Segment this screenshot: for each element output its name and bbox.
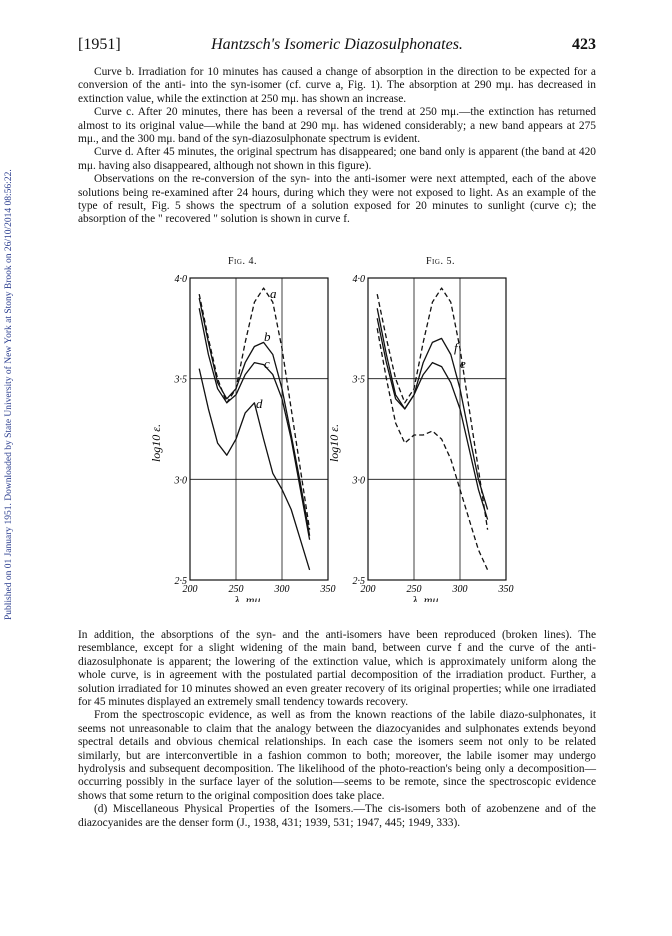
body-text-bottom (78, 629, 596, 830)
fig5-ytick: 2·5 (352, 576, 365, 587)
download-notice: Published on 01 January 1951. Downloaded by State University of New York at Stony Brook on 26/10/2014 08:56:22. (4, 169, 14, 620)
fig5-xtick: 200 (360, 584, 376, 595)
body-text-top (78, 66, 596, 227)
fig4-xtick: 200 (182, 584, 198, 595)
fig4-curve-label: c (264, 356, 270, 371)
fig4-frame (190, 278, 328, 580)
fig4-curve-label: d (256, 396, 263, 411)
fig5-xtick: 250 (406, 584, 422, 595)
fig5-frame (368, 278, 506, 580)
page-number: 423 (572, 36, 596, 53)
fig4-ytick: 3·5 (174, 374, 187, 386)
paragraph: (d) Miscellaneous Physical Properties of the Isomers.—The cis-isomers both of azobenzene and of the diazocyanides are the denser form (J., 1938, 431; 1939, 531; 1947, 445; 1949, 333). (78, 803, 596, 829)
fig4-ytick: 3·0 (174, 475, 187, 487)
paragraph: Curve d. After 45 minutes, the original spectrum has disappeared; one band only is apparent (the band at 420 mμ. having also disappeared, although not shown in this figure). (78, 146, 596, 172)
fig4-ylabel: log10 ε. (149, 423, 163, 463)
fig5-series-dashed-0 (377, 288, 487, 530)
fig5-caption: Fig. 5. (426, 256, 455, 267)
paragraph: In addition, the absorptions of the syn- and the anti-isomers have been reproduced (broken lines). The resemblance, except for a slight widening of the main band, between curve f and the curve of the anti-diazosulphonate is apparent; the lowering of the extinction value, which is approximately uniform along the whole curve, is in agreement with the postulated partial decomposition of the irradiation product. Further, a solution irradiated for 10 minutes showed an even greater recovery of its original properties; while one irradiated for 45 minutes displayed an extremely small tendency towards recovery. (78, 629, 596, 709)
fig4-xtick: 250 (228, 584, 244, 595)
fig4-xlabel: λ, mμ. (234, 593, 264, 602)
fig5-curve-label: e (460, 356, 466, 371)
fig5-ytick: 3·0 (352, 475, 365, 487)
fig5-xtick: 300 (452, 584, 468, 595)
fig4-xtick: 350 (320, 584, 336, 595)
fig4-series-b (199, 298, 309, 536)
fig5-ylabel: log10 ε. (327, 423, 341, 463)
fig4-ytick: 4·0 (174, 274, 187, 285)
fig5-xlabel: λ, mμ. (412, 593, 442, 602)
paragraph: Curve c. After 20 minutes, there has been a reversal of the trend at 250 mμ.—the extinction has returned almost to its original value—while the band at 290 mμ. has widened considerably; a new band appears at 275 mμ., and the 300 mμ. band of the syn-diazosulphonate spectrum is evident. (78, 106, 596, 146)
fig4-series-d (199, 369, 309, 570)
fig4-series-c (199, 308, 309, 540)
paragraph: Observations on the re-conversion of the syn- into the anti-isomer were next attempted, each of the above solutions being re-examined after 24 hours, during which they were not exposed to light. As an example of the type of result, Fig. 5 shows the spectrum of a solution exposed for 20 minutes to sunlight (curve c); the absorption of the " recovered " solution is shown in curve f. (78, 173, 596, 226)
fig5-series-dashed-3 (377, 328, 487, 570)
figures (140, 256, 520, 602)
fig4-curve-label: b (264, 329, 271, 344)
fig5-xtick: 350 (498, 584, 514, 595)
spectra-figure (140, 256, 520, 602)
fig5-curve-label: f (454, 340, 458, 355)
fig4-curve-label: a (270, 286, 277, 301)
paragraph: Curve b. Irradiation for 10 minutes has caused a change of absorption in the direction to be expected for a conversion of the anti- into the syn-isomer (cf. curve a, Fig. 1). The absorption at 290 mμ. has decreased in extinction value, while the extinction at 250 mμ. has shown an increase. (78, 66, 596, 105)
fig5-ytick: 4·0 (352, 274, 365, 285)
header-title: Hantzsch's Isomeric Diazosulphonates. (211, 36, 463, 53)
fig4-xtick: 300 (274, 584, 290, 595)
fig4-series-a (199, 288, 309, 530)
fig4-caption: Fig. 4. (228, 256, 257, 267)
running-header (78, 36, 596, 56)
fig5-ytick: 3·5 (352, 374, 365, 386)
fig4-ytick: 2·5 (174, 576, 187, 587)
header-year: [1951] (78, 36, 121, 53)
paragraph: From the spectroscopic evidence, as well as from the known reactions of the labile diazo-sulphonates, it seems not unreasonable to claim that the analogy between the diazocyanides and sulphonates extends beyond spectral details and obvious chemical relationships. In each case the isomers seem not only to be related similarly, but are interconvertible in a fashion common to both; moreover, the labile isomer may undergo hydrolysis and subsequent decomposition. The likelihood of the photo-reaction's being only a decomposition—occurring possibly in the surface layer of the solution—seems to be remote, since the spectroscopic evidence shows that some return to the original composition does take place. (78, 709, 596, 802)
